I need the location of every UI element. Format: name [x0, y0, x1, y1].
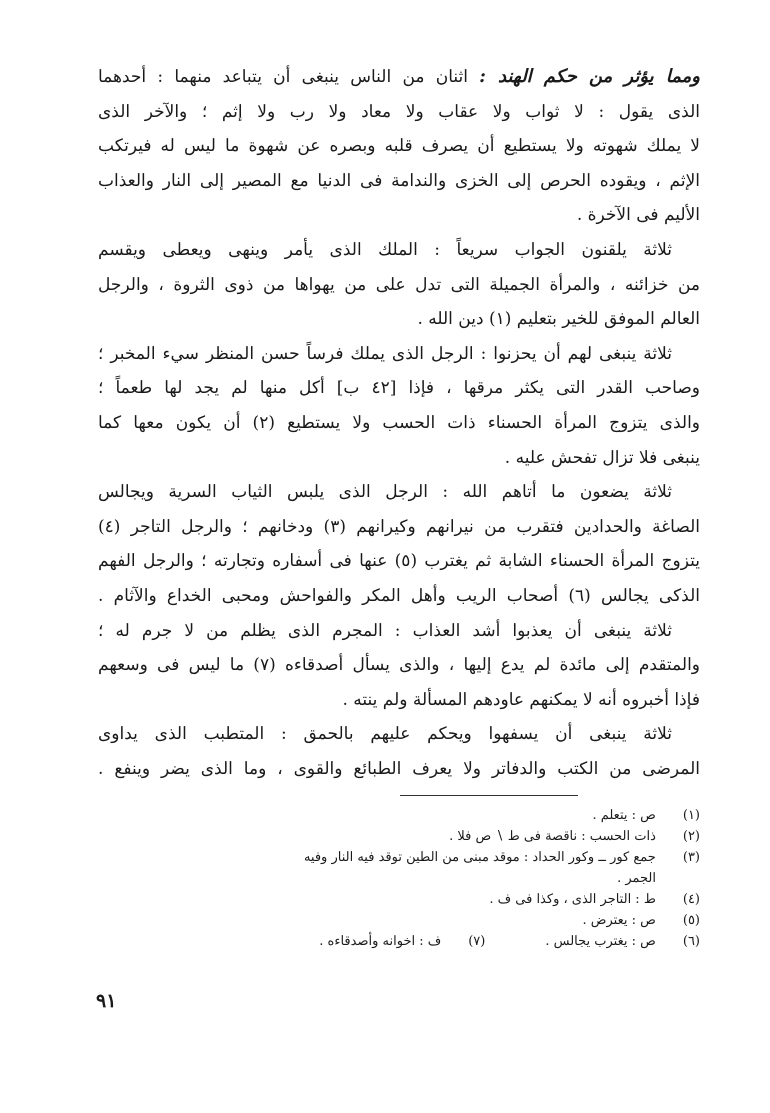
text-line-12: ينبغى فلا تزال تفحش عليه . — [504, 447, 700, 468]
footnote-number: (٢) — [682, 829, 700, 844]
text-line-1 — [98, 60, 700, 95]
footnotes — [98, 805, 700, 952]
text-line-19: فإذا أخبروه أنه لا يمكنهم عاودهم المسألة ولم ينته . — [342, 689, 700, 710]
text-line-7: من خزائنه ، والمرأة الجميلة التى تدل على من يهواها من ذوى الثروة ، والرجل — [98, 274, 700, 295]
text-line-5: الأليم فى الآخرة . — [576, 205, 700, 226]
footnote-number: (٤) — [682, 892, 700, 907]
footnote-text: جمع كور ــ وكور الحداد : موقد مبنى من الطين توقد فيه النار وفيه — [303, 850, 656, 865]
footnote-number: (٣) — [682, 850, 700, 865]
text-line-3: لا يملك شهوته ولا يستطيع أن يصرف قلبه وبصره عن شهوة ما ليس له فيرتكب — [98, 136, 700, 157]
text-line-11: والذى يتزوج المرأة الحسناء ذات الحسب ولا يستطيع (٢) أن يكون معها كما — [98, 412, 700, 433]
footnote-divider — [400, 795, 578, 796]
footnote-6-7 — [98, 931, 700, 952]
footnote-7 — [319, 931, 485, 952]
main-text — [98, 60, 700, 786]
footnote-4 — [98, 889, 700, 910]
footnote-number: (٦) — [682, 934, 700, 949]
text-line-10: وصاحب القدر التى يكثر مرقها ، فإذا [٤٢ ب] أكل منها لم يجد لها طعماً ؛ — [98, 378, 700, 399]
text-line-4: الإثم ، ويقوده الحرص إلى الخزى والندامة فى الدنيا مع المصير إلى النار والعذاب — [98, 170, 700, 191]
text-line-14: الصاغة والحدادين فتقرب من نيرانهم وكيرانهم (٣) ودخانهم ؛ والرجل التاجر (٤) — [98, 516, 700, 537]
footnote-number: (٧) — [468, 934, 486, 949]
text-line-21: المرضى من الكتب والدفاتر ولا يعرف الطبائع والقوى ، وما الذى يضر وينفع . — [98, 758, 700, 779]
footnote-text: ذات الحسب : ناقصة فى ط ∖ ص فلا . — [449, 829, 656, 844]
text-line-18: والمتقدم إلى مائدة لم يدع إليها ، والذى يسأل أصدقاءه (٧) ما ليس فى وسعهم — [98, 655, 700, 676]
text-line-9: ثلاثة ينبغى لهم أن يحزنوا : الرجل الذى يملك فرساً حسن المنظر سيء المخبر ؛ — [98, 343, 672, 364]
footnote-number: (١) — [682, 808, 700, 823]
footnote-6 — [545, 931, 700, 952]
footnote-text: ط : التاجر الذى ، وكذا فى ف . — [489, 892, 656, 907]
text-line-17: ثلاثة ينبغى أن يعذبوا أشد العذاب : المجرم الذى يظلم من لا جرم له ؛ — [98, 620, 672, 641]
line-1-text: اثنان من الناس ينبغى أن يتباعد منهما : أحدهما — [98, 67, 469, 87]
footnote-5 — [98, 910, 700, 931]
text-line-15: يتزوج المرأة الحسناء الشابة ثم يغترب (٥) عنها فى أسفاره وتجارته ؛ والرجل الفهم — [98, 551, 700, 572]
footnote-text: ف : اخوانه وأصدقاءه . — [319, 934, 442, 949]
text-line-8: العالم الموفق للخير بتعليم (١) دين الله . — [417, 309, 700, 330]
text-line-6: ثلاثة يلقنون الجواب سريعاً : الملك الذى يأمر وينهى ويعطى ويقسم — [98, 239, 672, 260]
footnote-number: (٥) — [682, 913, 700, 928]
text-line-2: الذى يقول : لا ثواب ولا عقاب ولا معاد ولا رب ولا إثم ؛ والآخر الذى — [98, 101, 700, 122]
section-lead: ومما يؤثر من حكم الهند : — [479, 66, 700, 87]
footnote-text: ص : يعترض . — [582, 913, 656, 928]
footnote-text: ص : يغترب يجالس . — [545, 934, 656, 949]
text-line-20: ثلاثة ينبغى أن يسفهوا ويحكم عليهم بالحمق : المتطبب الذى يداوى — [98, 724, 672, 745]
footnote-1 — [98, 805, 700, 826]
footnote-3-continued: الجمر . — [617, 871, 656, 886]
footnote-text: ص : يتعلم . — [592, 808, 656, 823]
text-line-13: ثلاثة يضعون ما أتاهم الله : الرجل الذى يلبس الثياب السرية ويجالس — [98, 482, 672, 503]
text-line-16: الذكى يجالس (٦) أصحاب الريب وأهل المكر والفواحش ومحبى الخداع والآثام . — [98, 585, 700, 606]
footnote-3 — [98, 847, 700, 868]
page-number: ٩١ — [96, 990, 117, 1012]
footnote-2 — [98, 826, 700, 847]
